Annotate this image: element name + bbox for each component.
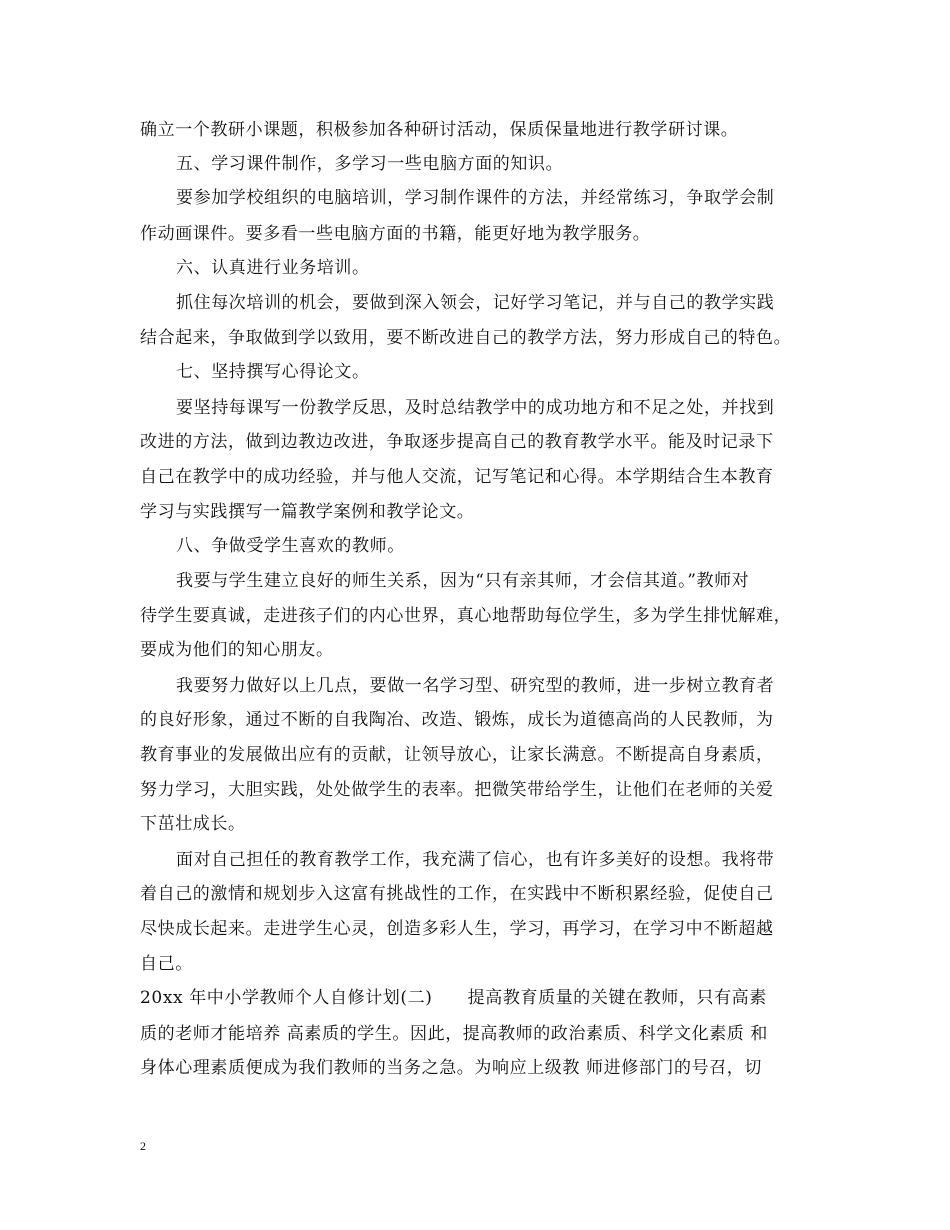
section-heading: 七、坚持撰写心得论文。 [176, 362, 370, 382]
section-heading: 六、认真进行业务培训。 [176, 258, 370, 278]
text-line: 要坚持每课写一份教学反思，及时总结教学中的成功地方和不足之处，并找到 [176, 398, 775, 418]
text-line: 待学生要真诚，走进孩子们的内心世界，真心地帮助每位学生，多为学生排忧解难， [140, 606, 792, 626]
text-line: 抓住每次培训的机会，要做到深入领会，记好学习笔记，并与自己的教学实践 [176, 293, 775, 313]
text-line: 教育事业的发展做出应有的贡献，让领导放心，让家长满意。不断提高自身素质， [140, 745, 774, 765]
text-line: 努力学习，大胆实践，处处做学生的表率。把微笑带给学生，让他们在老师的关爱 [140, 780, 774, 800]
text-line: 学习与实践撰写一篇教学案例和教学论文。 [140, 502, 475, 522]
text-line: 我要与学生建立良好的师生关系，因为“只有亲其师，才会信其道。”教师对 [176, 571, 750, 591]
text-line: 要参加学校组织的电脑培训，学习制作课件的方法，并经常练习，争取学会制 [176, 188, 775, 208]
section-heading: 八、争做受学生喜欢的教师。 [176, 536, 405, 556]
text-line: 面对自己担任的教育教学工作，我充满了信心，也有许多美好的设想。我将带 [176, 850, 775, 870]
text-line: 尽快成长起来。走进学生心灵，创造多彩人生，学习，再学习，在学习中不断超越 [140, 919, 774, 939]
text-line: 改进的方法，做到边教边改进，争取逐步提高自己的教育教学水平。能及时记录下 [140, 432, 774, 452]
text-line: 作动画课件。要多看一些电脑方面的书籍，能更好地为教学服务。 [140, 224, 651, 244]
text-line: 着自己的激情和规划步入这富有挑战性的工作，在实践中不断积累经验，促使自己 [140, 884, 774, 904]
page-number: 2 [140, 1139, 146, 1153]
text-line: 我要努力做好以上几点，要做一名学习型、研究型的教师，进一步树立教育者 [176, 676, 775, 696]
text-line: 要成为他们的知心朋友。 [140, 640, 334, 660]
text-line: 确立一个教研小课题，积极参加各种研讨活动，保质保量地进行教学研讨课。 [140, 120, 739, 140]
section-heading: 五、学习课件制作，多学习一些电脑方面的知识。 [176, 154, 564, 174]
text-line: 20xx 年中小学教师个人自修计划(二) 提高教育质量的关键在教师，只有高素 [140, 988, 767, 1008]
text-line: 的良好形象，通过不断的自我陶冶、改造、锻炼，成长为道德高尚的人民教师，为 [140, 710, 774, 730]
text-line: 下茁壮成长。 [140, 814, 246, 834]
text-line: 结合起来，争取做到学以致用，要不断改进自己的教学方法，努力形成自己的特色。 [140, 328, 792, 348]
text-line: 质的老师才能培养 高素质的学生。因此，提高教师的政治素质、科学文化素质 和 [140, 1024, 769, 1044]
text-line: 自己。 [140, 954, 193, 974]
text-line: 自己在教学中的成功经验，并与他人交流，记写笔记和心得。本学期结合生本教育 [140, 467, 774, 487]
text-line: 身体心理素质便成为我们教师的当务之急。为响应上级教 师进修部门的号召，切 [140, 1058, 763, 1078]
